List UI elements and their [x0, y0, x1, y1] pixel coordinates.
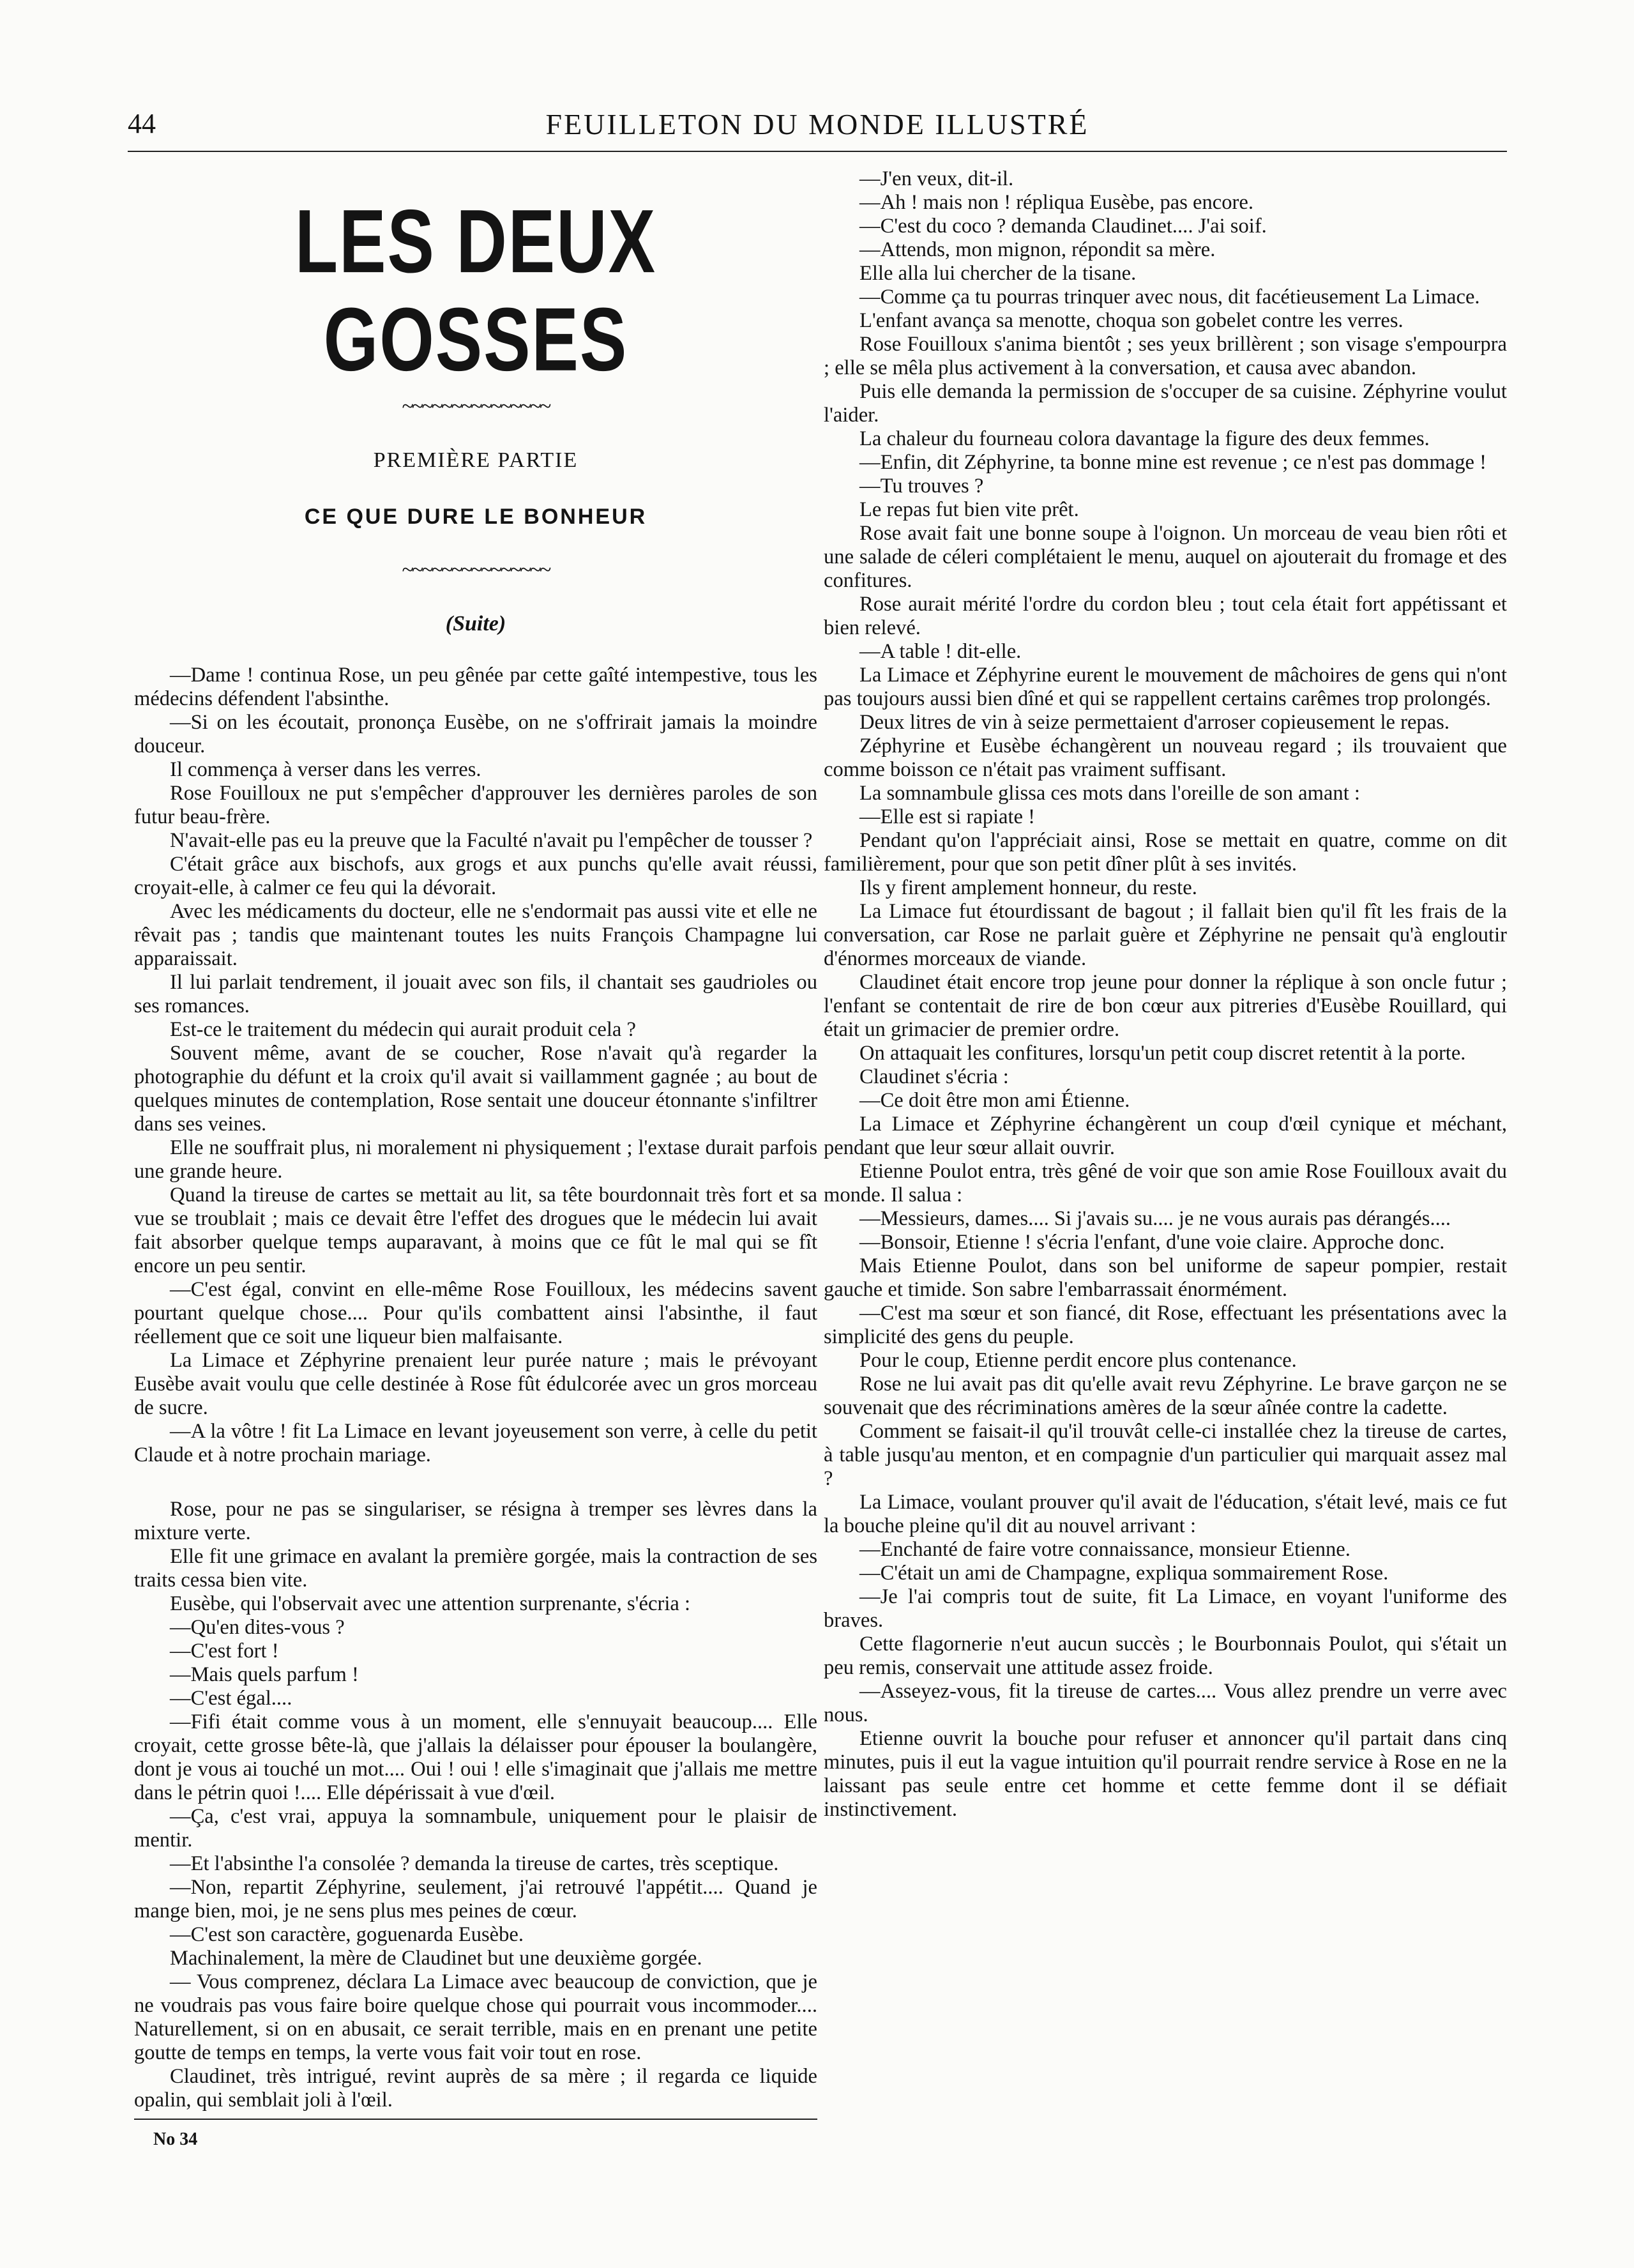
paragraph: Etienne ouvrit la bouche pour refuser et annoncer qu'il partait dans cinq minutes, puis il eut la vague intuition qu'il pourrait rendre service à Rose en ne la laissant pas seule entre cet homme et cette femme dont il se défiait instinctivement. — [824, 1727, 1507, 1821]
paragraph: La Limace et Zéphyrine prenaient leur purée nature ; mais le prévoyant Eusèbe avait voulu que celle destinée à Rose fût édulcorée avec un gros morceau de sucre. — [134, 1349, 817, 1419]
paragraph: —C'était un ami de Champagne, expliqua sommairement Rose. — [859, 1562, 1389, 1585]
paragraph: —C'est son caractère, goguenarda Eusèbe. — [170, 1923, 524, 1946]
paragraph: Rose avait fait une bonne soupe à l'oignon. Un morceau de veau bien rôti et une salade de céleri complétaient le menu, auquel on ajouterait du fromage et des confitures. — [824, 522, 1507, 592]
issue-number: No 34 — [153, 2129, 198, 2149]
paragraph: —Qu'en dites-vous ? — [170, 1616, 345, 1639]
paragraph: Rose Fouilloux ne put s'empêcher d'approuver les dernières paroles de son futur beau-frère. — [134, 782, 817, 828]
paragraph: —Ça, c'est vrai, appuya la somnambule, uniquement pour le plaisir de mentir. — [134, 1805, 817, 1852]
paragraph: Pour le coup, Etienne perdit encore plus contenance. — [859, 1349, 1297, 1372]
paragraph: —Si on les écoutait, prononça Eusèbe, on ne s'offrirait jamais la moindre douceur. — [134, 711, 817, 757]
paragraph: Mais Etienne Poulot, dans son bel uniforme de sapeur pompier, restait gauche et timide. Son sabre l'embarrassait énormément. — [824, 1254, 1507, 1301]
part-title: PREMIÈRE PARTIE — [373, 448, 579, 472]
paragraph: Il commença à verser dans les verres. — [170, 758, 481, 781]
paragraph: —A table ! dit-elle. — [859, 640, 1022, 663]
paragraph: —J'en veux, dit-il. — [859, 167, 1014, 190]
paragraph: Machinalement, la mère de Claudinet but une deuxième gorgée. — [170, 1947, 702, 1970]
section-title: CE QUE DURE LE BONHEUR — [304, 505, 647, 529]
paragraph: —Ah ! mais non ! répliqua Eusèbe, pas encore. — [859, 191, 1253, 214]
page-header — [128, 107, 1507, 146]
header-rule — [128, 151, 1507, 152]
paragraph: —Enfin, dit Zéphyrine, ta bonne mine est revenue ; ce n'est pas dommage ! — [859, 451, 1487, 474]
paragraph: — Vous comprenez, déclara La Limace avec beaucoup de conviction, que je ne voudrais pas vous faire boire quelque chose qui pourrait vous incommoder.... Naturellement, si on en abusait, ce serait terrible, mais en en prenant une petite goutte de temps en temps, la verte vous fait voir tout en rose. — [134, 1970, 817, 2064]
left-body — [134, 664, 817, 1467]
paragraph: —Et l'absinthe l'a consolée ? demanda la tireuse de cartes, très sceptique. — [170, 1852, 779, 1875]
paragraph: Claudinet s'écria : — [859, 1065, 1009, 1088]
paragraph: Claudinet était encore trop jeune pour donner la réplique à son oncle futur ; l'enfant se contentait de rire de bon cœur aux pitreries d'Eusèbe Rouillard, qui était un grimacier de premier ordre. — [824, 971, 1507, 1041]
paragraph: La Limace fut étourdissant de bagout ; il fallait bien qu'il fît les frais de la conversation, car Rose ne parlait guère et Zéphyrine ne pensait qu'à engloutir d'énormes morceaux de viande. — [824, 900, 1507, 970]
article-title: LES DEUX GOSSES — [294, 191, 657, 390]
paragraph: Souvent même, avant de se coucher, Rose n'avait qu'à regarder la photographie du défunt et la croix qu'il avait si vaillamment gagnée ; au bout de quelques minutes de contemplation, Rose sentait une douceur étonnante s'infiltrer dans ses veines. — [134, 1042, 817, 1136]
paragraph: Avec les médicaments du docteur, elle ne s'endormait pas aussi vite et elle ne rêvait pas ; tandis que maintenant toutes les nuits François Champagne lui apparaissait. — [134, 900, 817, 970]
paragraph: —Comme ça tu pourras trinquer avec nous, dit facétieusement La Limace. — [859, 285, 1480, 308]
paragraph: —C'est égal, convint en elle-même Rose Fouilloux, les médecins savent pourtant quelque chose.... Pour qu'ils combattent ainsi l'absinthe, il faut réellement que ce soit une liqueur bien malfaisante. — [134, 1278, 817, 1348]
paragraph: N'avait-elle pas eu la preuve que la Faculté n'avait pu l'empêcher de tousser ? — [170, 829, 813, 852]
paragraph: Est-ce le traitement du médecin qui aurait produit cela ? — [170, 1018, 636, 1041]
paragraph: Rose Fouilloux s'anima bientôt ; ses yeux brillèrent ; son visage s'empourpra ; elle se mêla plus activement à la conversation, et causa avec abandon. — [824, 333, 1507, 379]
paragraph: La somnambule glissa ces mots dans l'oreille de son amant : — [859, 782, 1360, 805]
paragraph: —Mais quels parfum ! — [170, 1663, 359, 1686]
paragraph: Eusèbe, qui l'observait avec une attention surprenante, s'écria : — [170, 1592, 691, 1615]
paragraph: La Limace, voulant prouver qu'il avait de l'éducation, s'était levé, mais ce fut la bouche pleine qu'il dit au nouvel arrivant : — [824, 1491, 1507, 1537]
right-body — [824, 167, 1507, 1822]
paragraph: —Tu trouves ? — [859, 475, 984, 498]
paragraph: —Bonsoir, Etienne ! s'écria l'enfant, d'une voie claire. Approche donc. — [859, 1231, 1445, 1254]
paragraph: —A la vôtre ! fit La Limace en levant joyeusement son verre, à celle du petit Claude et à notre prochain mariage. — [134, 1420, 817, 1466]
paragraph: Elle fit une grimace en avalant la première gorgée, mais la contraction de ses traits cessa bien vite. — [134, 1545, 817, 1592]
paragraph: —C'est fort ! — [170, 1640, 279, 1663]
paragraph: Claudinet, très intrigué, revint auprès de sa mère ; il regarda ce liquide opalin, qui semblait joli à l'œil. — [134, 2065, 817, 2112]
paragraph: —Non, repartit Zéphyrine, seulement, j'ai retrouvé l'appétit.... Quand je mange bien, moi, je ne sens plus mes peines de cœur. — [134, 1876, 817, 1922]
paragraph: —Je l'ai compris tout de suite, fit La Limace, en voyant l'uniforme des braves. — [824, 1585, 1507, 1632]
paragraph: Puis elle demanda la permission de s'occuper de sa cuisine. Zéphyrine voulut l'aider. — [824, 380, 1507, 427]
page-number: 44 — [128, 108, 156, 139]
paragraph: —Elle est si rapiate ! — [859, 805, 1036, 828]
paragraph: —Dame ! continua Rose, un peu gênée par cette gaîté intempestive, tous les médecins défendent l'absinthe. — [134, 664, 817, 710]
continued-label: (Suite) — [445, 612, 506, 635]
paragraph: Elle alla lui chercher de la tisane. — [859, 262, 1137, 285]
paragraph: La Limace et Zéphyrine eurent le mouvement de mâchoires de gens qui n'ont pas toujours aussi bien dîné et qui se rappellent certains carêmes trop prolongés. — [824, 664, 1507, 710]
paragraph: —Attends, mon mignon, répondit sa mère. — [859, 238, 1216, 261]
paragraph: Ils y firent amplement honneur, du reste. — [859, 876, 1197, 899]
paragraph: Rose, pour ne pas se singulariser, se résigna à tremper ses lèvres dans la mixture verte. — [134, 1498, 817, 1544]
paragraph: Rose ne lui avait pas dit qu'elle avait revu Zéphyrine. Le brave garçon ne se souvenait que des récriminations amères de la sœur aînée contre la cadette. — [824, 1373, 1507, 1419]
section-break — [134, 1467, 817, 1498]
paragraph: Comment se faisait-il qu'il trouvât celle-ci installée chez la tireuse de cartes, à table jusqu'au menton, et en compagnie d'un particulier qui marquait assez mal ? — [824, 1420, 1507, 1490]
paragraph: Il lui parlait tendrement, il jouait avec son fils, il chantait ses gaudrioles ou ses romances. — [134, 971, 817, 1017]
paragraph: —Asseyez-vous, fit la tireuse de cartes.... Vous allez prendre un verre avec nous. — [824, 1680, 1507, 1726]
paragraph: —Enchanté de faire votre connaissance, monsieur Etienne. — [859, 1538, 1350, 1561]
paragraph: —C'est ma sœur et son fiancé, dit Rose, effectuant les présentations avec la simplicité des gens du peuple. — [824, 1302, 1507, 1348]
paragraph: Rose aurait mérité l'ordre du cordon bleu ; tout cela était fort appétissant et bien relevé. — [824, 593, 1507, 639]
paragraph: —C'est égal.... — [170, 1687, 292, 1710]
paragraph: —Fifi était comme vous à un moment, elle s'ennuyait beaucoup.... Elle croyait, cette grosse bête-là, que j'allais la délaisser pour épouser la boulangère, dont je vous ai touché un mot.... Oui ! oui ! elle s'imaginait que j'allais me mettre dans le pétrin quoi !.... Elle dépérissait à vue d'œil. — [134, 1710, 817, 1804]
paragraph: Elle ne souffrait plus, ni moralement ni physiquement ; l'extase durait parfois une grande heure. — [134, 1136, 817, 1183]
paragraph: Pendant qu'on l'appréciait ainsi, Rose se mettait en quatre, comme on dit familièrement, pour que son petit dîner plût à ses invités. — [824, 829, 1507, 876]
left-body-continued — [134, 1498, 817, 2112]
paragraph: On attaquait les confitures, lorsqu'un petit coup discret retentit à la porte. — [859, 1042, 1466, 1065]
title-ornament: ~~~~~~~~~~~~~~~ — [402, 395, 550, 418]
footer-rule — [134, 2119, 817, 2120]
right-column — [824, 167, 1507, 1822]
paragraph: —C'est du coco ? demanda Claudinet.... J'ai soif. — [859, 215, 1267, 238]
paragraph: Zéphyrine et Eusèbe échangèrent un nouveau regard ; ils trouvaient que comme boisson ce n'était pas vraiment suffisant. — [824, 734, 1507, 781]
paragraph: Quand la tireuse de cartes se mettait au lit, sa tête bourdonnait très fort et sa vue se troublait ; mais ce devait être l'effet des drogues que le médecin lui avait fait absorber quelque temps auparavant, à moins que ce fût le mal qui se fît encore un peu sentir. — [134, 1183, 817, 1277]
paragraph: Le repas fut bien vite prêt. — [859, 498, 1079, 521]
paragraph: C'était grâce aux bischofs, aux grogs et aux punchs qu'elle avait réussi, croyait-elle, à calmer ce feu qui la dévorait. — [134, 853, 817, 899]
paragraph: La Limace et Zéphyrine échangèrent un coup d'œil cynique et méchant, pendant que leur sœur allait ouvrir. — [824, 1113, 1507, 1159]
left-column — [134, 167, 817, 2151]
paragraph: —Messieurs, dames.... Si j'avais su.... je ne vous aurais pas dérangés.... — [859, 1207, 1451, 1230]
paragraph: Etienne Poulot entra, très gêné de voir que son amie Rose Fouilloux avait du monde. Il salua : — [824, 1160, 1507, 1206]
section-ornament: ~~~~~~~~~~~~~~~ — [402, 558, 550, 582]
paragraph: La chaleur du fourneau colora davantage la figure des deux femmes. — [859, 427, 1430, 450]
paragraph: —Ce doit être mon ami Étienne. — [859, 1089, 1130, 1112]
paragraph: L'enfant avança sa menotte, choqua son gobelet contre les verres. — [859, 309, 1403, 332]
paragraph: Cette flagornerie n'eut aucun succès ; le Bourbonnais Poulot, qui s'était un peu remis, conservait une attitude assez froide. — [824, 1633, 1507, 1679]
running-title: FEUILLETON DU MONDE ILLUSTRÉ — [545, 108, 1089, 141]
paragraph: Deux litres de vin à seize permettaient d'arroser copieusement le repas. — [859, 711, 1450, 734]
